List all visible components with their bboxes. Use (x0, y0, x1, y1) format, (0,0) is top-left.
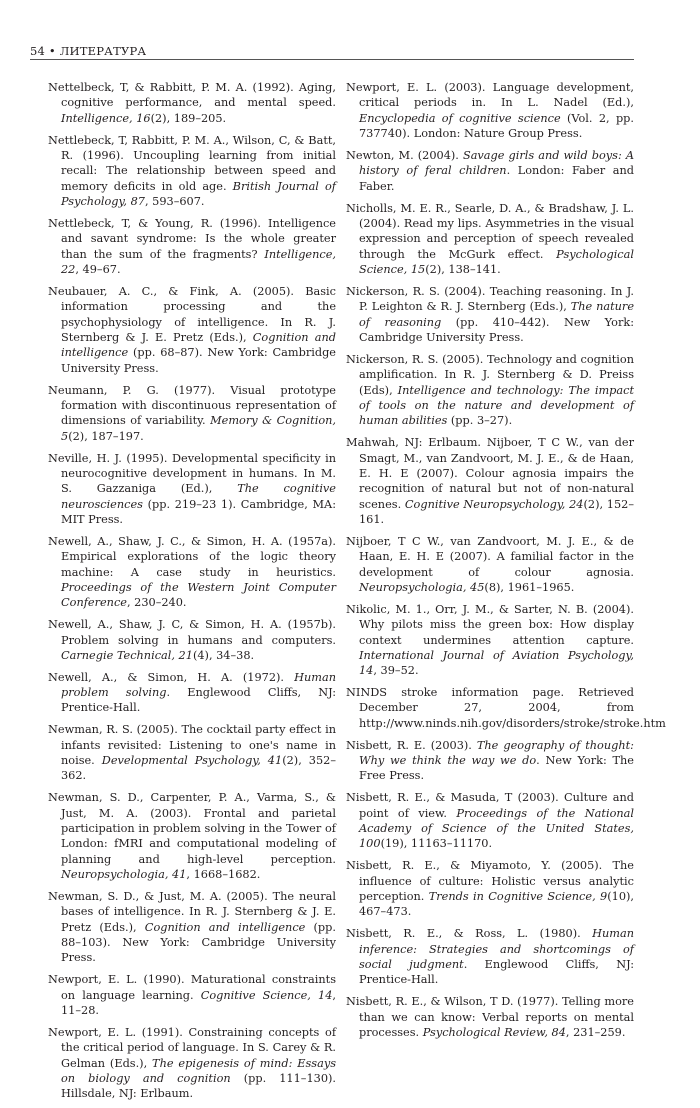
reference-text: , 39–52. (373, 664, 419, 678)
reference-text: Nickerson, R. S. (2004). Teaching reasoning. In J. P. Leighton & R. J. Sternberg (Eds.), (346, 284, 634, 314)
reference-entry (346, 201, 634, 278)
reference-italic-text: Proceedings of the Western Joint Computer Conference (61, 580, 336, 610)
reference-italic-text: The nature of reasoning (359, 300, 635, 329)
reference-italic-text: Neuropsychologia, 41 (61, 868, 187, 882)
reference-text: Nisbett, R. E., & Miyamoto, Y. (2005). The influence of culture: Holistic versus analytic perception. (346, 859, 634, 904)
reference-text: (2), 152–161. (359, 497, 634, 526)
reference-text: (pp. 219–23 1). Cambridge, MA: MIT Press. (61, 497, 336, 526)
reference-text: (pp. 68–87). New York: Cambridge University Press. (61, 346, 336, 375)
reference-italic-text: International Journal of Aviation Psychology, 14 (359, 648, 634, 678)
reference-text: Newell, A., & Simon, H. A. (1972). (48, 670, 295, 684)
reference-text: , 593–607. (144, 195, 205, 208)
reference-text: NINDS stroke information page. Retrieved December 27, 2004, from http://www.ninds.nih.gov/disorders/stroke/stroke.htm (346, 686, 666, 730)
section-title: ЛИТЕРАТУРА (59, 44, 147, 58)
reference-italic-text: Human problem solving (61, 670, 336, 700)
reference-entry (346, 148, 634, 194)
page-number: 54 (30, 44, 46, 58)
reference-text: (8), 1961–1965. (484, 580, 575, 594)
reference-text: . New York: The Free Press. (359, 754, 634, 783)
reference-entry (48, 670, 336, 716)
reference-text: Newell, A., Shaw, J. C., & Simon, H. A. (1957a). Empirical explorations of the logic theory machine: A case study in heuristics. (48, 534, 336, 579)
reference-text: Newport, E. L. (2003). Language development, critical periods in. In L. Nadel (Ed.), (346, 81, 634, 110)
reference-text: , 1668–1682. (186, 868, 261, 882)
reference-italic-text: The geography of thought: Why we think the way we do (359, 738, 634, 768)
reference-entry (346, 738, 634, 784)
reference-text: , 11–28. (61, 988, 336, 1018)
reference-entry (48, 972, 336, 1018)
reference-entry (346, 926, 634, 987)
reference-text: Nikolic, M. 1., Orr, J. M., & Sarter, N. B. (2004). Why pilots miss the green box: How display context undermines attention capture. (346, 602, 634, 647)
reference-text: (pp. 111–130). Hillsdale, NJ: Erlbaum. (61, 1072, 337, 1101)
reference-entry (346, 994, 634, 1040)
reference-italic-text: The epigenesis of mind: Essays on biology and cognition (61, 1056, 336, 1085)
reference-text: Nisbett, R. E., & Masuda, T (2003). Culture and point of view. (346, 791, 634, 820)
reference-entry (346, 352, 634, 429)
reference-text: Neville, H. J. (1995). Developmental specificity in neurocognitive development in humans. In M. S. Gazzaniga (Ed.), (48, 451, 336, 496)
reference-text: (10), 467–473. (359, 890, 634, 919)
reference-text: Newport, E. L. (1991). Constraining concepts of the critical period of language. In S. Carey & R. Gelman (Eds.), (48, 1025, 336, 1070)
reference-text: (2), 138–141. (425, 262, 501, 276)
reference-text: (2), 187–197. (68, 429, 144, 443)
reference-text: Nettlebeck, T, Rabbitt, P. M. A., Wilson, C, & Batt, R. (1996). Uncoupling learning from initial recall: The relationship between speed and memory deficits in old age. (48, 133, 336, 193)
reference-text: Nettelbeck, T, & Rabbitt, P. M. A. (1992). Aging, cognitive performance, and mental speed. (48, 81, 336, 110)
reference-entry (346, 80, 634, 141)
header-bullet: • (48, 44, 56, 58)
reference-entry (48, 80, 336, 126)
reference-italic-text: Carnegie Technical, 21 (61, 648, 193, 662)
header-rule (30, 59, 634, 60)
reference-entry (48, 790, 336, 882)
reference-text: (pp. 410–442). New York: Cambridge University Press. (359, 315, 634, 344)
reference-entry (48, 889, 336, 966)
reference-text: , 231–259. (565, 1025, 626, 1039)
reference-text: Nicholls, M. E. R., Searle, D. A., & Bradshaw, J. L. (2004). Read my lips. Asymmetries in the visual expression and perception of speech revealed through the McGurk effect. (346, 201, 634, 261)
reference-italic-text: Intelligence, 16 (61, 111, 151, 125)
reference-text: Newman, S. D., & Just, M. A. (2005). The neural bases of intelligence. In R. J. Sternberg & J. E. Pretz (Eds.), (48, 890, 336, 934)
running-header (30, 44, 634, 58)
reference-italic-text: Psychological Review, 84 (422, 1025, 566, 1039)
reference-italic-text: Savage girls and wild boys: A history of feral children (359, 148, 634, 178)
reference-entry (346, 284, 634, 345)
reference-entry (48, 722, 336, 783)
reference-text: Neubauer, A. C., & Fink, A. (2005). Basic information processing and the psychophysiology of intelligence. In R. J. Sternberg & J. E. Pretz (Eds.), (48, 284, 336, 344)
reference-italic-text: Trends in Cognitive Science, 9 (428, 890, 608, 904)
reference-italic-text: Intelligence, 22 (61, 247, 336, 276)
reference-text: Newman, R. S. (2005). The cocktail party effect in infants revisited: Listening to one's name in noise. (48, 723, 336, 768)
reference-text: (2), 352–362. (61, 754, 336, 783)
reference-italic-text: Cognitive Science, 14 (200, 988, 333, 1002)
reference-entry (48, 284, 336, 376)
reference-italic-text: Intelligence and technology: The impact of tools on the nature and development of human abilities (359, 383, 634, 428)
reference-entry (346, 602, 634, 679)
reference-text: . London: Faber and Faber. (359, 164, 634, 193)
references-left-column (48, 80, 336, 1108)
reference-italic-text: Memory & Cognition, 5 (61, 414, 336, 443)
reference-text: Nisbett, R. E., & Ross, L. (1980). (346, 927, 593, 941)
reference-italic-text: Cognition and intelligence (61, 330, 336, 360)
reference-italic-text: Cognitive Neuropsychology, 24 (404, 497, 584, 511)
reference-italic-text: Developmental Psychology, 41 (101, 754, 283, 768)
reference-text: . Englewood Cliffs, NJ: Prentice-Hall. (61, 686, 337, 715)
reference-italic-text: The cognitive neurosciences (61, 482, 336, 511)
reference-text: Newman, S. D., Carpenter, P. A., Varma, S., & Just, M. A. (2003). Frontal and parietal participation in problem solving in the Tower of London: fMRI and computational modeling of planning and high-level perception. (48, 791, 336, 866)
reference-entry (48, 216, 336, 277)
reference-text: Neumann, P. G. (1977). Visual prototype formation with discontinuous representation of dimensions of variability. (48, 383, 336, 428)
reference-entry (48, 617, 336, 663)
reference-text: Nisbett, R. E. (2003). (346, 738, 477, 752)
reference-text: (pp. 3–27). (447, 414, 513, 428)
reference-text: Nettlebeck, T, & Young, R. (1996). Intelligence and savant syndrome: Is the whole greater than the sum of the fragments? (48, 216, 336, 261)
reference-italic-text: Psychological Science, 15 (359, 247, 634, 276)
reference-text: Mahwah, NJ: Erlbaum. Nijboer, T C W., van der Smagt, M., van Zandvoort, M. J. E., & de Haan, E. H. E (2007). Colour agnosia impairs the recognition of natural but not of non-natural scenes. (346, 436, 634, 511)
reference-text: (Vol. 2, pp. 737740). London: Nature Group Press. (359, 111, 635, 141)
reference-italic-text: Neuropsychologia, 45 (359, 580, 485, 594)
reference-text: Nisbett, R. E., & Wilson, T D. (1977). Telling more than we can know: Verbal reports on mental processes. (346, 995, 634, 1039)
reference-entry (346, 435, 634, 527)
reference-text: Newton, M. (2004). (346, 148, 463, 162)
reference-text: (pp. 88–103). New York: Cambridge University Press. (61, 920, 336, 965)
reference-text: . Englewood Cliffs, NJ: Prentice-Hall. (359, 958, 635, 987)
reference-entry (48, 383, 336, 444)
reference-entry (48, 133, 336, 210)
reference-italic-text: British Journal of Psychology, 87 (61, 179, 336, 208)
reference-text: Newport, E. L. (1990). Maturational constraints on language learning. (48, 973, 336, 1002)
reference-entry (346, 858, 634, 919)
reference-italic-text: Human inference: Strategies and shortcomings of social judgment (359, 927, 634, 971)
reference-text: (2), 189–205. (150, 111, 227, 125)
reference-text: , 230–240. (126, 596, 187, 610)
reference-text: (4), 34–38. (192, 648, 255, 662)
reference-italic-text: Proceedings of the National Academy of Science of the United States, 100 (359, 806, 634, 851)
reference-text: Nijboer, T C W., van Zandvoort, M. J. E., & de Haan, E. H. E (2007). A familial factor in the development of colour agnosia. (346, 534, 634, 579)
reference-italic-text: Cognition and intelligence (144, 920, 306, 934)
reference-text: , 49–67. (75, 262, 121, 276)
reference-entry (48, 534, 336, 611)
reference-italic-text: Encyclopedia of cognitive science (359, 111, 561, 125)
reference-text: (19), 11163–11170. (380, 837, 493, 851)
reference-entry (346, 790, 634, 851)
reference-entry (346, 685, 666, 731)
reference-text: Nickerson, R. S. (2005). Technology and cognition amplification. In R. J. Sternberg & D. Preiss (Eds), (346, 352, 634, 397)
reference-entry (48, 451, 336, 528)
reference-entry (48, 1025, 336, 1102)
reference-entry (346, 534, 634, 595)
references-right-column (346, 80, 666, 1047)
reference-text: Newell, A., Shaw, J. C, & Simon, H. A. (1957b). Problem solving in humans and computers. (48, 618, 336, 647)
